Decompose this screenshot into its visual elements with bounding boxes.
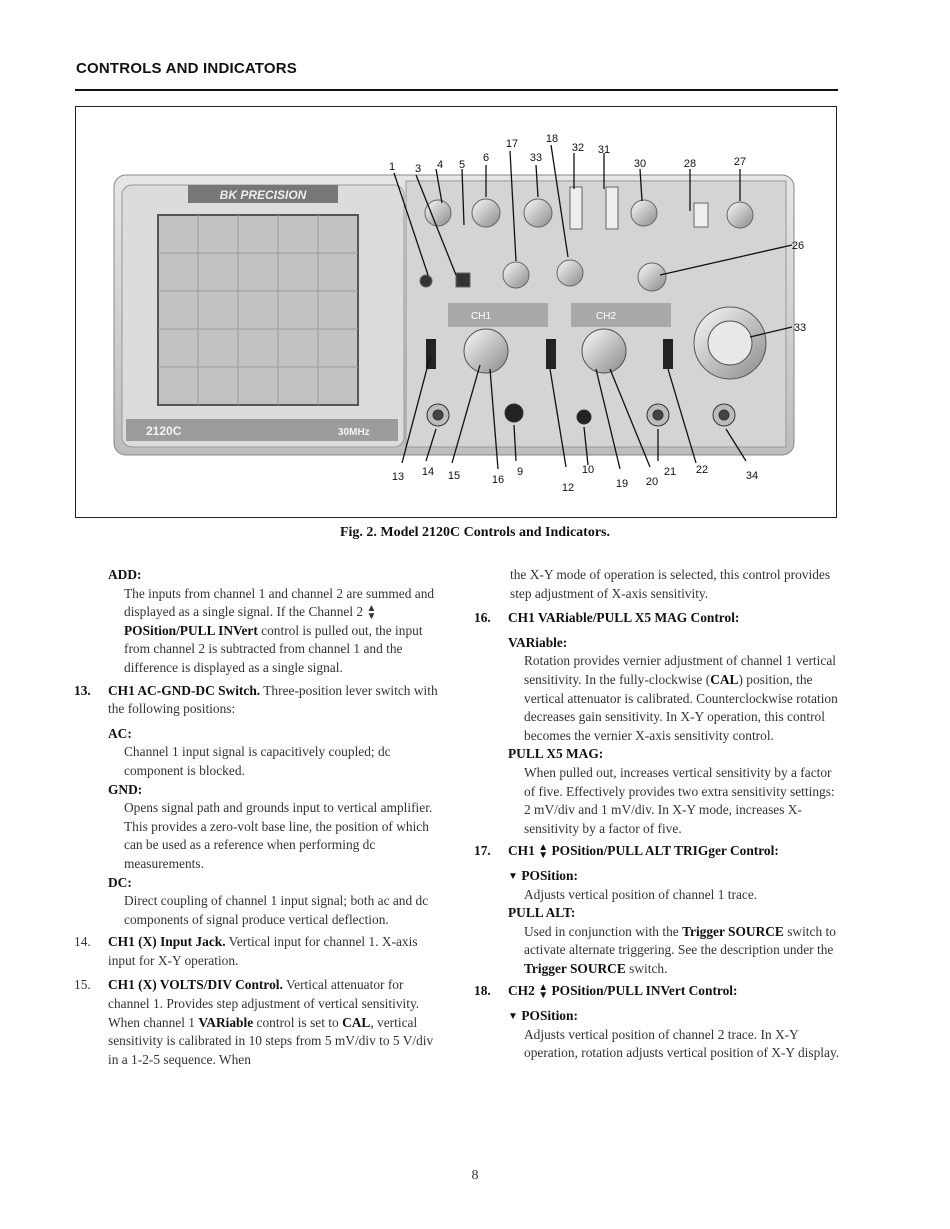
gnd-paragraph: Opens signal path and grounds input to vertical amplifier. This provides a zero-volt base line, the position of which can be used as a reference when performing dc measurements.: [124, 800, 433, 871]
callout-19: 19: [615, 478, 629, 490]
callout-15: 15: [447, 470, 461, 482]
ch2-label: CH2: [596, 311, 617, 322]
callout-28: 28: [683, 158, 697, 170]
up-down-arrow-icon: ▲ ▼: [366, 603, 377, 623]
callout-22: 22: [695, 464, 709, 476]
callout-18: 18: [545, 133, 559, 145]
brand-label: BK PRECISION: [219, 188, 307, 202]
position-title: ▼ POSition:: [508, 867, 578, 883]
item-text: Three-position lever switch with the following positions:: [108, 682, 438, 717]
callout-26: 26: [791, 240, 805, 252]
left-column: [74, 566, 444, 1069]
add-paragraph: The inputs from channel 1 and channel 2 are summed and displayed as a single signal. If the Channel 2 ▲ ▼ POSition/PULL INVert control is pulled out, the input from channel 2 is subtracted from channel 1 and the difference is displayed as a single signal.: [124, 585, 435, 675]
callouts-bottom: [392, 464, 758, 494]
callout-27: 27: [733, 156, 747, 168]
item-number: 13.: [74, 682, 91, 698]
ch1-label: CH1: [471, 311, 492, 322]
item-14: [74, 933, 444, 970]
x5-mag-title: PULL X5 MAG:: [508, 746, 604, 762]
callout-6: 6: [482, 152, 490, 164]
callout-17: 17: [505, 138, 519, 150]
callout-5: 5: [458, 159, 466, 171]
crt-screen: [158, 215, 358, 405]
item-heading: CH1 (X) Input Jack.: [108, 934, 226, 950]
callout-13: 13: [391, 471, 405, 483]
item-text: Vertical input for channel 1. X-axis input for X-Y operation.: [108, 934, 418, 968]
position-ch2-paragraph: Adjusts vertical position of channel 2 trace. In X-Y operation, rotation adjusts vertical position of X-Y display.: [524, 1026, 840, 1061]
callout-1: 1: [388, 161, 396, 173]
callout-14: 14: [421, 466, 435, 478]
item-heading: CH1 AC-GND-DC Switch.: [108, 682, 261, 698]
figure-caption: Fig. 2. Model 2120C Controls and Indicators.: [339, 525, 611, 540]
position-ch2-title: ▼ POSition:: [508, 1008, 578, 1024]
down-arrow-icon: ▼: [508, 870, 518, 882]
callouts-top: [389, 133, 746, 175]
callout-30: 30: [633, 158, 647, 170]
item-18: [474, 982, 844, 1001]
add-title: ADD:: [108, 567, 142, 582]
variable-title: VARiable:: [508, 634, 568, 650]
ac-paragraph: Channel 1 input signal is capacitively coupled; dc component is blocked.: [124, 744, 391, 778]
x5-mag-paragraph: When pulled out, increases vertical sensitivity by a factor of five. Effectively provides two extra sensitivity settings: 2 mV/div and 1 mV/div. In X-Y mode, increases X-sensitivity by a factor of five.: [524, 764, 835, 836]
callout-10: 10: [581, 464, 595, 476]
item-number: 15.: [74, 977, 91, 993]
callout-9: 9: [516, 466, 524, 478]
callout-32: 32: [571, 142, 585, 154]
item-heading: CH1 ▲ ▼ POSition/PULL ALT TRIGger Control:: [508, 842, 779, 862]
header-rule: [75, 89, 838, 91]
ac-title: AC:: [108, 725, 132, 741]
item-heading: CH1 (X) VOLTS/DIV Control.: [108, 977, 283, 993]
item-number: 17.: [474, 843, 491, 859]
callout-16: 16: [491, 474, 505, 486]
item-number: 14.: [74, 934, 91, 950]
callout-4: 4: [436, 159, 444, 171]
continued-paragraph: the X-Y mode of operation is selected, this control provides step adjustment of X-axis sensitivity.: [510, 567, 831, 601]
up-down-arrow-icon: ▲ ▼: [538, 842, 549, 862]
down-arrow-icon: ▼: [508, 1010, 518, 1022]
item-16: [474, 609, 844, 628]
dc-title: DC:: [108, 874, 132, 890]
ch2-panel: [571, 303, 671, 327]
item-17: [474, 842, 844, 861]
callout-21: 21: [663, 466, 677, 478]
callout-33-top: 33: [529, 152, 543, 164]
item-heading: CH2 ▲ ▼ POSition/PULL INVert Control:: [508, 982, 738, 1002]
position-paragraph: Adjusts vertical position of channel 1 trace.: [524, 886, 758, 902]
bandwidth-label: 30MHz: [338, 427, 370, 438]
item-number: 16.: [474, 610, 491, 626]
variable-paragraph: Rotation provides vernier adjustment of channel 1 vertical sensitivity. In the fully-clockwise (CAL) position, the vertical attenuator is calibrated. Counterclockwise rotation decreases gain sensitivity. In X-Y operation, this control becomes the vernier X-axis sensitivity control.: [524, 653, 838, 743]
callout-12: 12: [561, 482, 575, 494]
dc-paragraph: Direct coupling of channel 1 input signal; both ac and dc components of signal produce vertical deflection.: [124, 893, 429, 927]
callout-31: 31: [597, 144, 611, 156]
page-header: CONTROLS AND INDICATORS: [76, 60, 297, 77]
callout-34: 34: [745, 470, 759, 482]
item-13: [74, 682, 444, 719]
pull-alt-title: PULL ALT:: [508, 905, 576, 921]
callout-20: 20: [645, 476, 659, 488]
right-column: [474, 566, 844, 1063]
figure-box: [75, 106, 837, 518]
callout-33-right: 33: [793, 322, 807, 334]
pull-alt-paragraph: Used in conjunction with the Trigger SOURCE switch to activate alternate triggering. See the description under the Trigger SOURCE switch.: [524, 923, 836, 976]
ch1-panel: [448, 303, 548, 327]
item-15: 15. CH1 (X) VOLTS/DIV Control. Vertical attenuator for channel 1. Provides step adjustment of vertical sensitivity. When channel 1 VARiable control is set to CAL, vertical sensitivity is calibrated in 10 steps from 5 mV/div to 5 V/div in a 1-2-5 sequence. When: [74, 977, 434, 1067]
gnd-title: GND:: [108, 781, 143, 797]
item-heading: CH1 VARiable/PULL X5 MAG Control:: [508, 610, 740, 626]
item-number: 18.: [474, 983, 491, 999]
callout-3: 3: [414, 163, 422, 175]
model-label: 2120C: [146, 424, 182, 438]
up-down-arrow-icon: ▲ ▼: [538, 982, 549, 1002]
oscilloscope-figure: [76, 107, 836, 517]
page-number: 8: [471, 1168, 479, 1183]
